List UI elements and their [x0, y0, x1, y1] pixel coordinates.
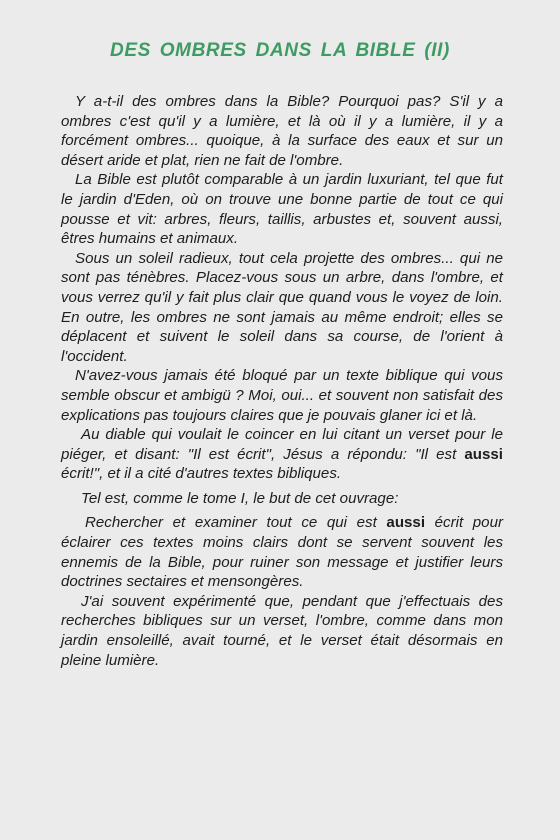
paragraph-2: La Bible est plutôt comparable à un jardin luxuriant, tel que fut le jardin d'Eden, où on trouve une bonne partie de tout ce qui pousse et vit: arbres, fleurs, taillis, arbustes et, souvent aussi, êtres humains et animaux. [61, 171, 503, 248]
paragraph-7-text-after: écrit pour éclairer ces textes moins clairs dont se servent souvent les ennemis de la Bible, pour ruiner son message et justifier leurs doctrines sectaires et mensongères. [61, 514, 503, 591]
paragraph-3: Sous un soleil radieux, tout cela projette des ombres... qui ne sont pas ténèbres. Placez-vous sous un arbre, dans l'ombre, et vous verrez qu'il y fait plus clair que quand vous le voyez de loin. En outre, les ombres ne sont jamais au même endroit; elles se déplacent et suivent le soleil dans sa course, de l'orient à l'occident. [61, 249, 503, 365]
paragraph-7-text-before: Rechercher et examiner tout ce qui est [85, 514, 387, 532]
paragraph-1: Y a-t-il des ombres dans la Bible? Pourquoi pas? S'il y a ombres c'est qu'il y a lumière, et là où il y a lumière, il y a forcément ombres... quoique, à la surface des eaux et sur un désert aride et plat, rien ne fait de l'ombre. [61, 93, 503, 169]
body-text [61, 92, 503, 670]
emphasis-aussi: aussi [386, 514, 426, 532]
paragraph-5-text-after: écrit!", et il a cité d'autres textes bibliques. [61, 465, 342, 483]
paragraph-7 [61, 513, 503, 591]
paragraph-5-text-before: Au diable qui voulait le coincer en lui citant un verset pour le piéger, et disant: "Il est écrit", Jésus a répondu: "Il est [61, 426, 503, 463]
paragraph-4: N'avez-vous jamais été bloqué par un texte biblique qui vous semble obscur et ambigü ? Moi, oui... et souvent non satisfait des explications pas toujours claires que je pouvais glaner ici et là. [61, 367, 503, 424]
paragraph-6: Tel est, comme le tome I, le but de cet ouvrage: [81, 489, 399, 507]
paragraph-5 [61, 425, 503, 484]
paragraph-8: J'ai souvent expérimenté que, pendant que j'effectuais des recherches bibliques sur un verset, l'ombre, comme dans mon jardin ensoleillé, avait tourné, et le verset était désormais en pleine lumière. [61, 592, 503, 669]
emphasis-aussi: aussi [464, 445, 503, 463]
page-title: DES OMBRES DANS LA BIBLE (II) [110, 40, 450, 61]
